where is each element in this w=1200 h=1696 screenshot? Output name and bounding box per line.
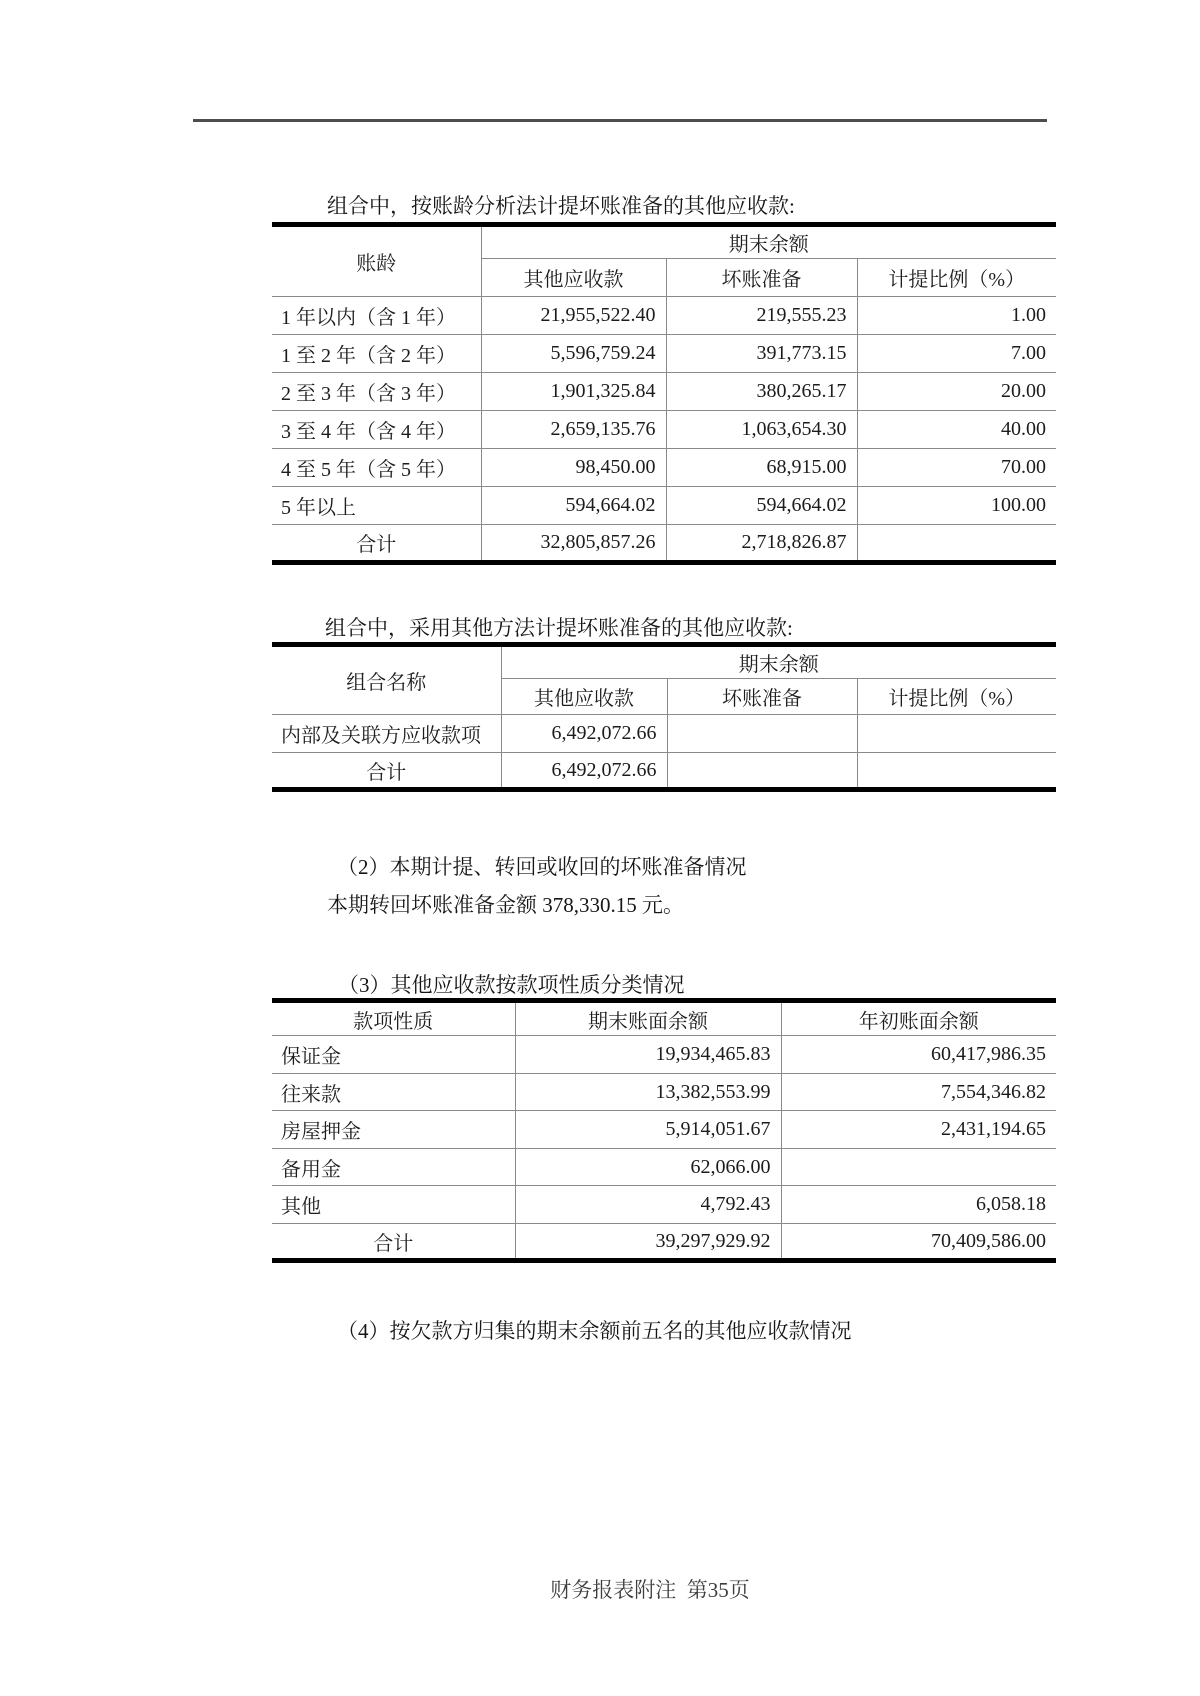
other-method-col-ratio-header: 计提比例（%） — [857, 679, 1056, 715]
aging-ratio: 40.00 — [857, 411, 1056, 449]
aging-corner-header: 账龄 — [272, 225, 481, 297]
other-method-col-provision-header: 坏账准备 — [667, 679, 857, 715]
nature-total-label: 合计 — [373, 1232, 414, 1255]
table-row — [272, 1036, 1056, 1074]
total-row — [272, 753, 1056, 790]
nature-closing: 13,382,553.99 — [515, 1074, 781, 1111]
nature-section-heading: （3）其他应收款按款项性质分类情况 — [338, 973, 685, 997]
portfolio-receivable: 6,492,072.66 — [501, 715, 667, 753]
nature-label: 往来款 — [272, 1074, 515, 1111]
table-row — [272, 715, 1056, 753]
table-row — [272, 487, 1056, 525]
table-row — [272, 1186, 1056, 1224]
portfolio-label: 内部及关联方应收款项 — [272, 715, 501, 753]
table-row — [272, 1111, 1056, 1149]
aging-ratio: 1.00 — [857, 297, 1056, 335]
aging-group-header-row — [272, 225, 1056, 259]
aging-receivable: 5,596,759.24 — [481, 335, 666, 373]
table-row — [272, 1074, 1056, 1111]
other-method-group-header-row — [272, 645, 1056, 679]
table-row — [272, 1149, 1056, 1186]
total-row — [272, 525, 1056, 563]
nature-opening: 2,431,194.65 — [781, 1111, 1056, 1149]
page-header-rule — [193, 119, 1047, 122]
aging-provision: 380,265.17 — [666, 373, 857, 411]
nature-closing: 4,792.43 — [515, 1186, 781, 1224]
page-footer: 财务报表附注 第35页 — [550, 1578, 750, 1602]
other-method-table-title: 组合中，采用其他方法计提坏账准备的其他应收款: — [325, 616, 793, 640]
aging-col-receivable-header: 其他应收款 — [481, 259, 666, 297]
aging-label: 3 至 4 年（含 4 年） — [272, 411, 481, 449]
table-row — [272, 297, 1056, 335]
aging-provision: 594,664.02 — [666, 487, 857, 525]
nature-closing: 19,934,465.83 — [515, 1036, 781, 1074]
nature-closing: 62,066.00 — [515, 1149, 781, 1186]
nature-label: 备用金 — [272, 1149, 515, 1186]
table-row — [272, 449, 1056, 487]
aging-ratio: 20.00 — [857, 373, 1056, 411]
closing-balance-col-header: 期末账面余额 — [515, 1001, 781, 1036]
nature-classification-table — [272, 998, 1056, 1263]
top-five-section-heading: （4）按欠款方归集的期末余额前五名的其他应收款情况 — [337, 1319, 852, 1343]
nature-total-opening: 70,409,586.00 — [781, 1224, 1056, 1261]
portfolio-total-ratio — [857, 753, 1056, 790]
portfolio-total-provision — [667, 753, 857, 790]
nature-label: 其他 — [272, 1186, 515, 1224]
aging-label: 2 至 3 年（含 3 年） — [272, 373, 481, 411]
provision-change-heading: （2）本期计提、转回或收回的坏账准备情况 — [337, 855, 747, 879]
aging-table-title: 组合中，按账龄分析法计提坏账准备的其他应收款: — [327, 194, 795, 218]
aging-ratio: 70.00 — [857, 449, 1056, 487]
nature-col-header: 款项性质 — [272, 1001, 515, 1036]
portfolio-ratio — [857, 715, 1056, 753]
nature-opening: 60,417,986.35 — [781, 1036, 1056, 1074]
aging-analysis-table — [272, 222, 1056, 565]
total-row — [272, 1224, 1056, 1261]
aging-col-provision-header: 坏账准备 — [666, 259, 857, 297]
table-row — [272, 335, 1056, 373]
aging-total-ratio — [857, 525, 1056, 563]
other-method-col-receivable-header: 其他应收款 — [501, 679, 667, 715]
aging-total-label: 合计 — [356, 534, 397, 556]
aging-receivable: 2,659,135.76 — [481, 411, 666, 449]
aging-label: 1 至 2 年（含 2 年） — [272, 335, 481, 373]
other-method-closing-balance-header: 期末余额 — [501, 645, 1056, 679]
aging-label: 1 年以内（含 1 年） — [272, 297, 481, 335]
aging-receivable: 1,901,325.84 — [481, 373, 666, 411]
aging-provision: 219,555.23 — [666, 297, 857, 335]
aging-receivable: 21,955,522.40 — [481, 297, 666, 335]
opening-balance-col-header: 年初账面余额 — [781, 1001, 1056, 1036]
nature-header-row — [272, 1001, 1056, 1036]
nature-total-closing: 39,297,929.92 — [515, 1224, 781, 1261]
aging-label: 5 年以上 — [272, 487, 481, 525]
table-row — [272, 411, 1056, 449]
aging-col-ratio-header: 计提比例（%） — [857, 259, 1056, 297]
aging-ratio: 100.00 — [857, 487, 1056, 525]
aging-total-provision: 2,718,826.87 — [666, 525, 857, 563]
nature-opening: 6,058.18 — [781, 1186, 1056, 1224]
aging-label: 4 至 5 年（含 5 年） — [272, 449, 481, 487]
table-row — [272, 373, 1056, 411]
aging-provision: 1,063,654.30 — [666, 411, 857, 449]
nature-opening — [781, 1149, 1056, 1186]
provision-change-body: 本期转回坏账准备金额 378,330.15 元。 — [327, 893, 684, 917]
portfolio-total-label: 合计 — [366, 761, 407, 784]
nature-label: 房屋押金 — [272, 1111, 515, 1149]
aging-receivable: 98,450.00 — [481, 449, 666, 487]
nature-opening: 7,554,346.82 — [781, 1074, 1056, 1111]
nature-label: 保证金 — [272, 1036, 515, 1074]
portfolio-name-header: 组合名称 — [272, 645, 501, 715]
portfolio-total-receivable: 6,492,072.66 — [501, 753, 667, 790]
aging-receivable: 594,664.02 — [481, 487, 666, 525]
aging-provision: 68,915.00 — [666, 449, 857, 487]
aging-provision: 391,773.15 — [666, 335, 857, 373]
aging-ratio: 7.00 — [857, 335, 1056, 373]
other-method-table — [272, 642, 1056, 792]
aging-closing-balance-header: 期末余额 — [481, 225, 1056, 259]
portfolio-provision — [667, 715, 857, 753]
nature-closing: 5,914,051.67 — [515, 1111, 781, 1149]
aging-total-receivable: 32,805,857.26 — [481, 525, 666, 563]
